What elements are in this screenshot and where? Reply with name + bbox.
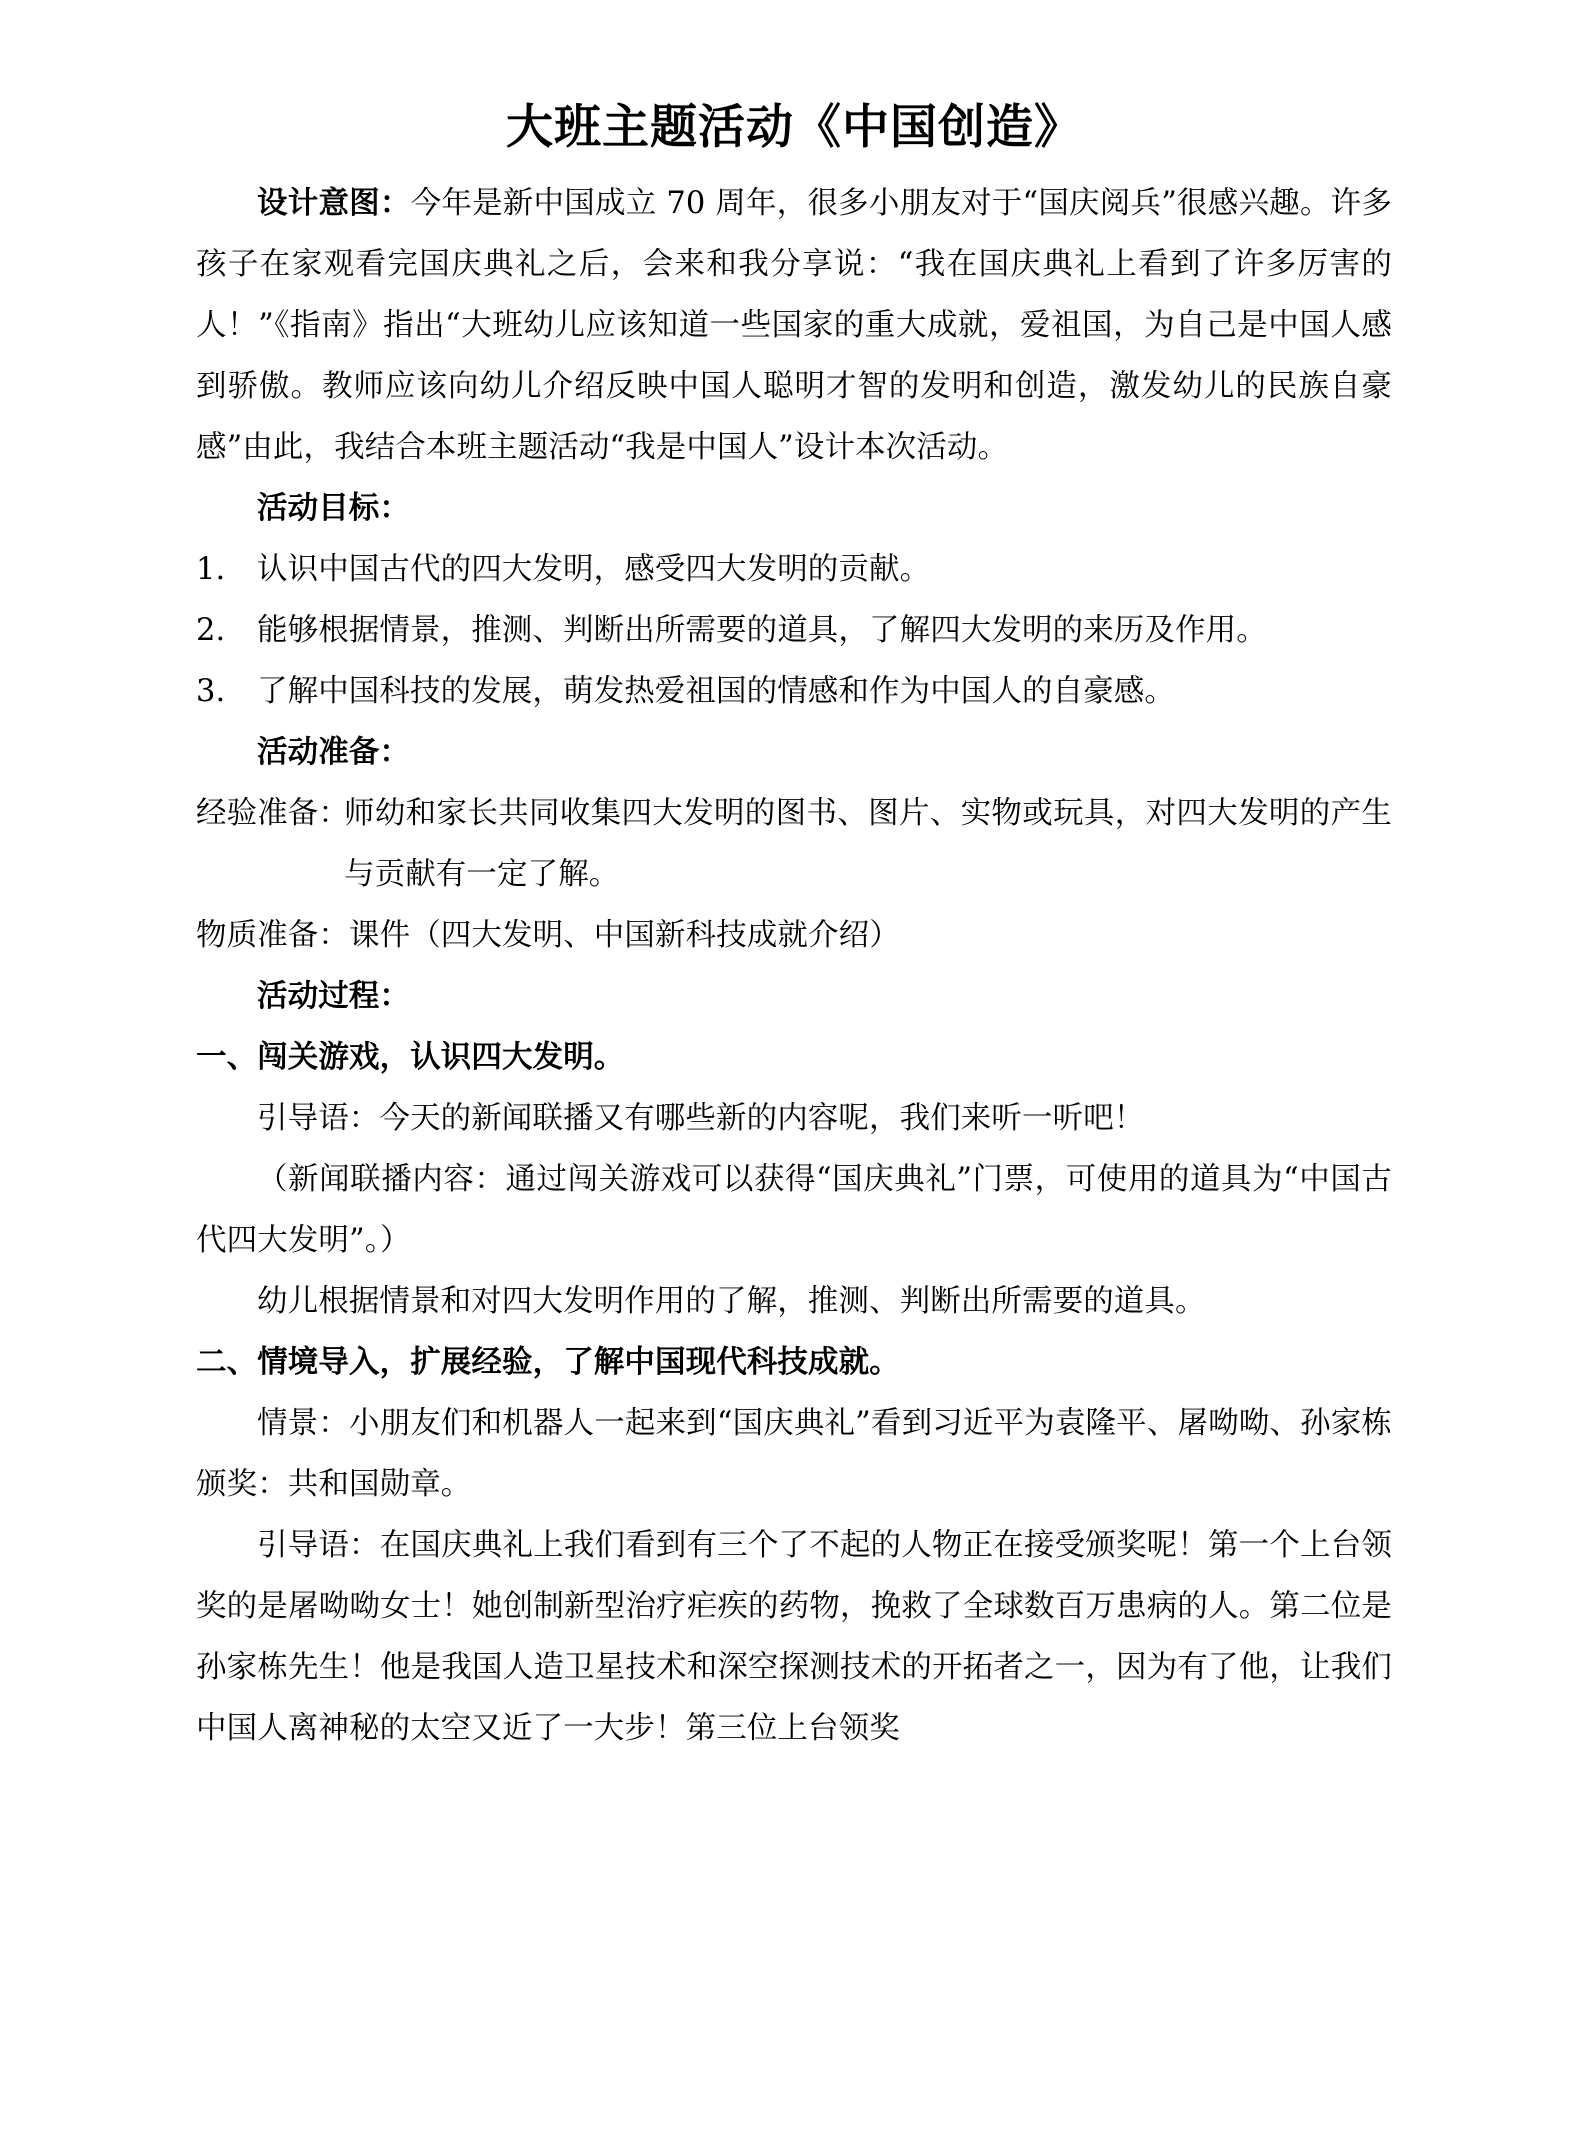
process-step-one-broadcast: （新闻联播内容：通过闯关游戏可以获得“国庆典礼”门票，可使用的道具为“中国古代四大发明”。） xyxy=(196,1162,1392,1259)
objective-text: 认识中国古代的四大发明，感受四大发明的贡献。 xyxy=(257,552,931,588)
process-step-two-guide: 引导语：在国庆典礼上我们看到有三个了不起的人物正在接受颁奖呢！第一个上台领奖的是屠呦呦女士！她创制新型治疗疟疾的药物，挽救了全球数百万患病的人。第二位是孙家栋先生！他是我国人造卫星技术和深空探测技术的开拓者之一，因为有了他，让我们中国人离神秘的太空又近了一大步！第三位上台领奖 xyxy=(196,1528,1392,1747)
objectives-heading: 活动目标： xyxy=(257,490,410,527)
preparation-heading: 活动准备： xyxy=(257,734,410,771)
process-step-one-action: 幼儿根据情景和对四大发明作用的了解，推测、判断出所需要的道具。 xyxy=(257,1284,1206,1320)
objective-number: 3. xyxy=(196,674,226,710)
experience-preparation-text: 师幼和家长共同收集四大发明的图书、图片、实物或玩具，对四大发明的产生与贡献有一定了解。 xyxy=(344,796,1392,893)
experience-preparation-row xyxy=(196,783,1392,905)
material-preparation-label: 物质准备： xyxy=(196,918,349,954)
objective-number: 2. xyxy=(196,613,226,649)
process-step-one-heading: 一、闯关游戏，认识四大发明。 xyxy=(196,1039,625,1076)
process-step-two-scene: 情景：小朋友们和机器人一起来到“国庆典礼”看到习近平为袁隆平、屠呦呦、孙家栋颁奖：共和国勋章。 xyxy=(196,1406,1392,1503)
objective-text: 了解中国科技的发展，萌发热爱祖国的情感和作为中国人的自豪感。 xyxy=(257,674,1175,710)
design-intent-paragraph xyxy=(196,173,1392,478)
process-step-two-heading: 二、情境导入，扩展经验，了解中国现代科技成就。 xyxy=(196,1344,900,1381)
objective-number: 1. xyxy=(196,552,226,588)
objective-text: 能够根据情景，推测、判断出所需要的道具，了解四大发明的来历及作用。 xyxy=(257,613,1267,649)
document-content xyxy=(196,96,1392,1759)
design-intent-label: 设计意图： xyxy=(257,185,411,222)
design-intent-body: 今年是新中国成立 70 周年，很多小朋友对于“国庆阅兵”很感兴趣。许多孩子在家观看完国庆典礼之后，会来和我分享说：“我在国庆典礼上看到了许多厉害的人！”《指南》指出“大班幼儿应该知道一些国家的重大成就，爱祖国，为自己是中国人感到骄傲。教师应该向幼儿介绍反映中国人聪明才智的发明和创造，激发幼儿的民族自豪感”由此，我结合本班主题活动“我是中国人”设计本次活动。 xyxy=(196,186,1392,466)
objective-item-1 xyxy=(196,539,1392,600)
material-preparation-row xyxy=(196,905,1392,966)
process-step-one-guide: 引导语：今天的新闻联播又有哪些新的内容呢，我们来听一听吧！ xyxy=(257,1101,1145,1137)
objective-item-2 xyxy=(196,600,1392,661)
page-title: 大班主题活动《中国创造》 xyxy=(506,100,1082,155)
material-preparation-text: 课件（四大发明、中国新科技成就介绍） xyxy=(349,918,900,954)
objective-item-3 xyxy=(196,661,1392,722)
experience-preparation-label: 经验准备： xyxy=(196,796,349,832)
process-heading: 活动过程： xyxy=(257,978,410,1015)
